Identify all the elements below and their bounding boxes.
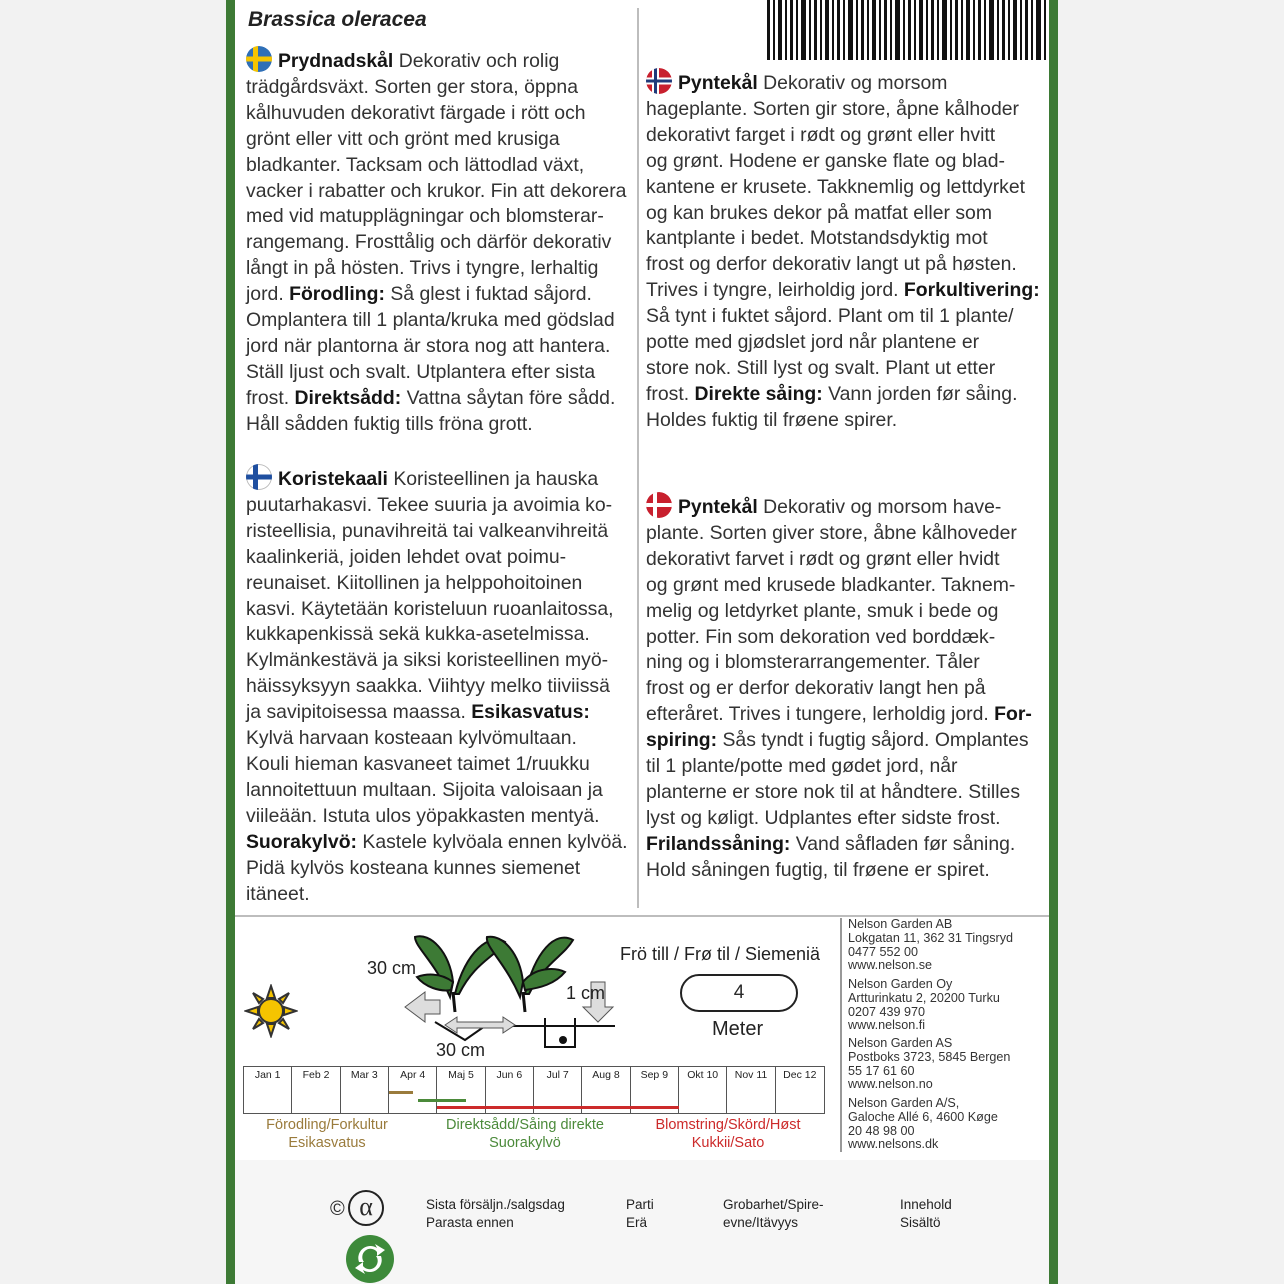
text-line (246, 153, 636, 179)
text-run: itäneet. (246, 882, 310, 905)
text-line (646, 175, 1041, 201)
text-run: potter. Fin som dekoration ved borddæk- (646, 625, 996, 648)
text-line (646, 304, 1041, 330)
bold-term: Forkultivering: (903, 279, 1040, 302)
text-line (646, 252, 1041, 278)
text-line (646, 702, 1041, 728)
content-label-1: Innehold (900, 1197, 952, 1212)
text-line (246, 412, 636, 438)
company-phone: 0207 439 970 (848, 1004, 926, 1019)
text-run: häissyksyyn saakka. Viihtyy melko tiiviissä (246, 675, 610, 698)
finnish-flag-icon (246, 464, 272, 490)
text-line (646, 625, 1041, 651)
bold-term: Esikasvatus: (471, 701, 590, 724)
calendar-month: Mar 3 (341, 1067, 389, 1113)
text-line (646, 330, 1041, 356)
batch-label-2: Erä (626, 1215, 648, 1230)
text-run: lyst og køligt. Udplantes efter sidste frost. (646, 806, 1001, 829)
swedish-description (246, 46, 636, 438)
text-run: Pidä kylvös kosteana kunnes siemenet (246, 856, 581, 879)
text-run: kaalinkeriä, joiden lehdet ovat poimu- (246, 545, 567, 568)
text-line (246, 282, 636, 308)
text-line (646, 97, 1041, 123)
text-line (246, 360, 636, 386)
text-line (246, 256, 636, 282)
text-line (646, 806, 1041, 832)
text-line (246, 726, 636, 752)
germination-label-2: evne/Itävyys (723, 1215, 799, 1230)
calendar-month: Aug 8 (582, 1067, 630, 1113)
text-run: kålhuvuden dekorativt färgade i rött och (246, 101, 586, 124)
text-run: Dekorativ og morsom have- (757, 496, 1002, 518)
text-line (246, 308, 636, 334)
text-line (246, 75, 636, 101)
text-run: efteråret. Trives i tungere, lerholdig jord. (646, 703, 995, 726)
seeds-count-box (680, 974, 798, 1012)
text-line (646, 521, 1041, 547)
text-line (246, 101, 636, 127)
text-run: frost og derfor dekorativ langt ut på høsten. (646, 253, 1017, 276)
text-run: Hold såningen fugtig, til frøene er spiret. (646, 858, 990, 881)
norwegian-flag-icon (646, 68, 672, 94)
text-line (646, 676, 1041, 702)
text-line (646, 356, 1041, 382)
text-run: Kylvä harvaan kosteaan kylvömultaan. (246, 727, 577, 750)
column-divider (637, 8, 639, 908)
text-run: Koristeellinen ja hauska (387, 468, 599, 490)
text-line (246, 830, 636, 856)
calendar-month: Maj 5 (437, 1067, 485, 1113)
text-run: med vid matupplägningar och blomsterar- (246, 205, 604, 228)
text-run: vacker i rabatter och krukor. Fin att dekorera (246, 179, 627, 202)
content-label-2: Sisältö (900, 1215, 941, 1230)
text-line (246, 752, 636, 778)
bold-term: For- (994, 703, 1032, 726)
text-run: Håll sådden fuktig tills fröna grott. (246, 412, 533, 435)
text-line (646, 573, 1041, 599)
text-run: og grønt. Hodene er ganske flate og blad- (646, 149, 1005, 172)
text-run: Omplantera till 1 planta/kruka med gödslad (246, 309, 615, 332)
text-line (246, 597, 636, 623)
text-run: dekorativt farget i rødt og grønt eller hvitt (646, 123, 996, 146)
legend-text: Kukkii/Sato (691, 1135, 765, 1151)
alpha-glyph: α (359, 1192, 373, 1221)
sun-icon (244, 984, 298, 1038)
text-line (646, 780, 1041, 806)
calendar-bar (437, 1106, 679, 1109)
last-sale-label-1: Sista försäljn./salgsdag (426, 1197, 565, 1212)
text-line (646, 278, 1041, 304)
text-run: plante. Sorten giver store, åbne kålhoveder (646, 521, 1017, 544)
company-web: www.nelson.fi (848, 1018, 925, 1033)
company-addr: Artturinkatu 2, 20200 Turku (848, 990, 1000, 1005)
calendar-month: Feb 2 (292, 1067, 340, 1113)
seeds-per-label: Frö till / Frø til / Siemeniä (620, 944, 821, 964)
bold-term: Prydnadskål (278, 50, 394, 72)
text-line (646, 547, 1041, 573)
calendar-month: Jul 7 (534, 1067, 582, 1113)
text-run: kantplante i bedet. Motstandsdyktig mot (646, 227, 988, 250)
company-web: www.nelsons.dk (848, 1137, 939, 1152)
latin-name: Brassica oleracea (248, 8, 427, 31)
legend-entry (242, 1116, 412, 1152)
text-run: frost og er derfor dekorativ langt hen på (646, 677, 986, 700)
text-run: Så tynt i fuktet såjord. Plant om til 1 plante/ (646, 305, 1014, 328)
text-line (246, 179, 636, 205)
text-line (646, 858, 1041, 884)
text-line (246, 334, 636, 360)
text-run: dekorativt farvet i rødt og grønt eller hvidt (646, 547, 1000, 570)
text-line (246, 493, 636, 519)
text-run: trädgårdsväxt. Sorten ger stora, öppna (246, 75, 578, 98)
company-addr: Postboks 3723, 5845 Bergen (848, 1049, 1011, 1064)
text-line (646, 832, 1041, 858)
sowing-calendar (243, 1066, 825, 1114)
calendar-bar (418, 1099, 466, 1102)
text-run: risteellisia, punavihreitä tai valkeanvihreitä (246, 519, 609, 542)
text-line (246, 386, 636, 412)
bold-term: Direktsådd: (294, 386, 402, 409)
text-line (246, 46, 636, 75)
text-run: frost. (246, 386, 295, 409)
text-run: viileään. Istuta ulos yöpakkasten mentyä. (246, 804, 600, 827)
germination-label-1: Grobarhet/Spire- (723, 1197, 824, 1212)
legend-text: Blomstring/Skörd/Høst (655, 1117, 801, 1133)
text-run: jord när plantorna är stora nog att hantera. (246, 334, 611, 357)
company-phone: 0477 552 00 (848, 944, 919, 959)
bold-term: Pyntekål (678, 72, 758, 94)
company-name: Nelson Garden A/S, (848, 1096, 960, 1110)
legend-text: Direktsådd/Såing direkte (446, 1117, 604, 1133)
right-green-edge (1049, 0, 1058, 1284)
company-block (848, 978, 1000, 1033)
finnish-description (246, 464, 636, 907)
company-name: Nelson Garden AB (848, 917, 953, 931)
text-run: ja savipitoisessa maassa. (246, 701, 472, 724)
recycling-green-dot-icon (345, 1234, 395, 1284)
calendar-month: Sep 9 (631, 1067, 679, 1113)
spacing-bottom-label: 30 cm (436, 1040, 486, 1060)
text-run: reunaiset. Kiitollinen ja helppohoitoinen (246, 571, 583, 594)
danish-flag-icon (646, 492, 672, 518)
text-run: bladkanter. Tacksam och lättodlad växt, (246, 153, 585, 176)
text-run: kasvi. Käytetään koristeluun ruoanlaitossa, (246, 597, 614, 620)
text-run: og grønt med krusede bladkanter. Taknem- (646, 573, 1016, 596)
text-line (646, 650, 1041, 676)
text-line (646, 201, 1041, 227)
bold-term: Direkte såing: (694, 382, 823, 405)
company-block (848, 918, 1013, 973)
text-line (246, 230, 636, 256)
text-run: kantene er krusete. Takknemlig og lettdyrket (646, 175, 1026, 198)
seeds-unit-label: Meter (712, 1018, 764, 1040)
legend-entry (633, 1116, 823, 1152)
bold-term: Suorakylvö: (246, 830, 357, 853)
text-line (246, 856, 636, 882)
last-sale-label-2: Parasta ennen (426, 1215, 514, 1230)
text-run: grönt eller vitt och grönt med krusiga (246, 127, 560, 150)
text-run: lannoitettuun multaan. Sijoita valoisaan ja (246, 778, 603, 801)
text-line (646, 68, 1041, 97)
text-line (246, 882, 636, 908)
text-run: Ställ ljust och svalt. Utplantera efter sista (246, 360, 596, 383)
text-run: Vann jorden før såing. (822, 382, 1018, 405)
text-run: rangemang. Frosttålig och därför dekorativ (246, 231, 612, 254)
company-addr: Galoche Allé 6, 4600 Køge (848, 1109, 998, 1124)
legend-text: Suorakylvö (489, 1135, 561, 1151)
text-line (246, 700, 636, 726)
text-run: hageplante. Sorten gir store, åpne kålhoder (646, 97, 1019, 120)
text-run: Vattna såytan före sådd. (401, 386, 616, 409)
text-run: frost. (646, 382, 695, 405)
legend-text: Esikasvatus (288, 1135, 366, 1151)
text-run: Så glest i fuktad såjord. (384, 283, 592, 306)
text-line (246, 127, 636, 153)
bold-term: Pyntekål (678, 496, 758, 518)
legend-entry (425, 1116, 625, 1152)
text-line (646, 382, 1041, 408)
text-line (246, 545, 636, 571)
text-run: til 1 plante/potte med gødet jord, når (646, 755, 958, 778)
bold-term: Förodling: (289, 283, 385, 306)
text-run: Dekorativ og morsom (757, 72, 948, 94)
text-run: puutarhakasvi. Tekee suuria ja avoimia ko- (246, 493, 613, 516)
text-run: Kouli hieman kasvaneet taimet 1/ruukku (246, 752, 590, 775)
text-run: jord. (246, 283, 290, 306)
calendar-month: Okt 10 (679, 1067, 727, 1113)
text-run: melig og letdyrket plante, smuk i bede og (646, 599, 999, 622)
text-line (246, 519, 636, 545)
text-run: kukkapenkissä sekä kukka-asetelmissa. (246, 623, 590, 646)
text-line (246, 778, 636, 804)
calendar-month: Apr 4 (389, 1067, 437, 1113)
company-name: Nelson Garden Oy (848, 977, 953, 991)
text-line (646, 123, 1041, 149)
text-run: Dekorativ och rolig (393, 50, 560, 72)
norwegian-description (646, 68, 1041, 434)
legend-text: Förodling/Forkultur (266, 1117, 388, 1133)
calendar-month: Jun 6 (486, 1067, 534, 1113)
text-line (246, 804, 636, 830)
company-web: www.nelson.se (848, 958, 932, 973)
spacing-top-label: 30 cm (367, 958, 417, 978)
alpha-logo (348, 1190, 384, 1226)
company-phone: 55 17 61 60 (848, 1063, 915, 1078)
bold-term: spiring: (646, 729, 718, 752)
text-run: planterne er store nok til at håndtere. Stilles (646, 780, 1021, 803)
text-run: og kan brukes dekor på matfat eller som (646, 201, 992, 224)
text-line (246, 204, 636, 230)
text-line (646, 492, 1041, 521)
text-run: Kastele kylvöala ennen kylvöä. (357, 830, 628, 853)
text-run: Trives i tyngre, leirholdig jord. (646, 279, 904, 302)
text-line (246, 622, 636, 648)
text-line (646, 408, 1041, 434)
text-line (646, 599, 1041, 625)
company-name: Nelson Garden AS (848, 1036, 953, 1050)
text-run: Vand såfladen før såning. (790, 832, 1016, 855)
calendar-bar (389, 1091, 413, 1094)
seeds-count-value: 4 (733, 982, 745, 1003)
text-run: ning og i blomsterarrangementer. Tåler (646, 651, 980, 674)
text-run: Sås tyndt i fugtig såjord. Omplantes (717, 729, 1029, 752)
depth-label: 1 cm (566, 983, 606, 1003)
danish-description (646, 492, 1041, 884)
text-run: store nok. Still lyst og svalt. Plant ut etter (646, 356, 996, 379)
company-phone: 20 48 98 00 (848, 1123, 915, 1138)
text-line (646, 149, 1041, 175)
text-line (646, 226, 1041, 252)
text-run: Holdes fuktig til frøene spirer. (646, 408, 898, 431)
barcode (765, 0, 1047, 60)
calendar-month: Dec 12 (783, 1069, 817, 1081)
bold-term: Koristekaali (278, 468, 388, 490)
batch-label-1: Parti (626, 1197, 654, 1212)
text-run: potte med gjødslet jord når plantene er (646, 331, 980, 354)
text-line (646, 754, 1041, 780)
text-line (246, 464, 636, 493)
info-divider (840, 918, 842, 1152)
text-line (246, 571, 636, 597)
left-green-edge (226, 0, 235, 1284)
text-line (246, 648, 636, 674)
company-web: www.nelson.no (848, 1077, 933, 1092)
company-block (848, 1097, 998, 1152)
calendar-month: Jan 1 (244, 1067, 292, 1113)
swedish-flag-icon (246, 46, 272, 72)
company-addr: Lokgatan 11, 362 31 Tingsryd (848, 930, 1014, 945)
text-run: Kylmänkestävä ja siksi koristeellinen myö- (246, 649, 609, 672)
bold-term: Frilandssåning: (646, 832, 791, 855)
company-block (848, 1037, 1010, 1092)
calendar-month: Nov 11 (727, 1067, 775, 1113)
text-run: långt in på hösten. Trivs i tyngre, lerhaltig (246, 257, 599, 280)
copyright-symbol: © (330, 1198, 345, 1220)
text-line (246, 674, 636, 700)
text-line (646, 728, 1041, 754)
